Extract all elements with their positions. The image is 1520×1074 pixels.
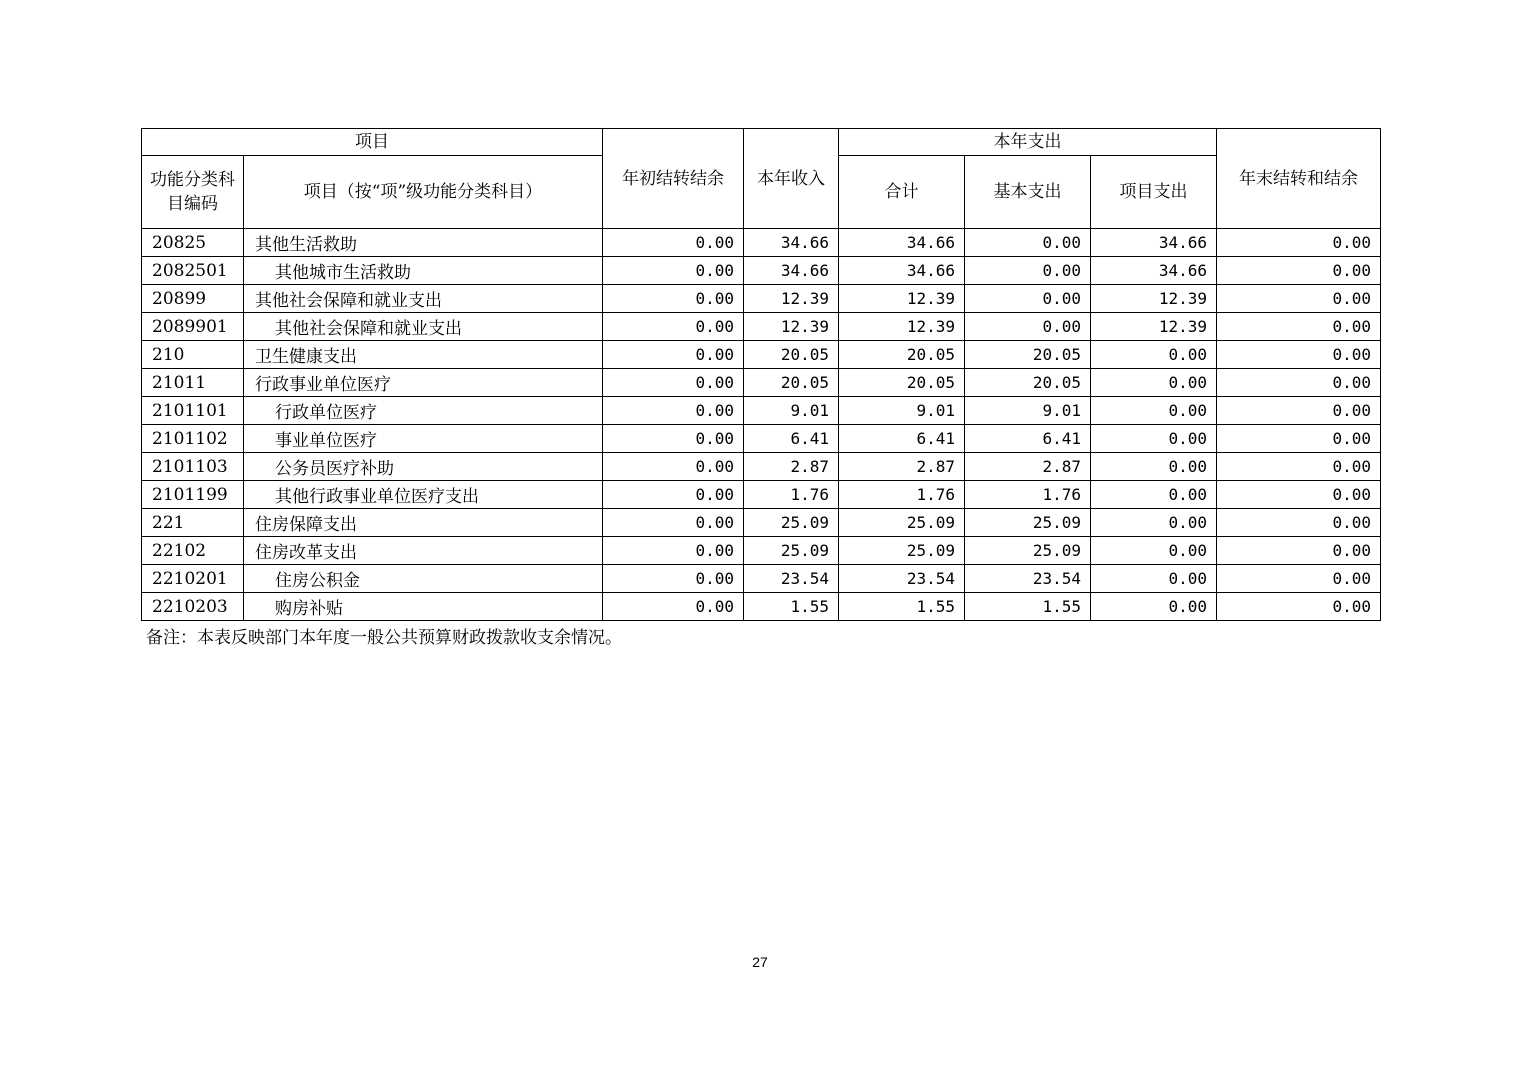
cell-code: 2210203	[142, 593, 244, 621]
cell-name: 住房改革支出	[244, 537, 603, 565]
cell-begin-balance: 0.00	[603, 425, 744, 453]
cell-total: 34.66	[839, 257, 965, 285]
cell-income: 2.87	[744, 453, 839, 481]
header-end-balance: 年末结转和结余	[1217, 129, 1381, 229]
header-item: 项目	[142, 129, 603, 156]
cell-code: 210	[142, 341, 244, 369]
cell-basic: 0.00	[965, 257, 1091, 285]
cell-name: 行政事业单位医疗	[244, 369, 603, 397]
cell-code: 21011	[142, 369, 244, 397]
cell-code: 20825	[142, 229, 244, 257]
cell-total: 9.01	[839, 397, 965, 425]
cell-end-balance: 0.00	[1217, 593, 1381, 621]
header-expense-group: 本年支出	[839, 129, 1217, 156]
cell-total: 1.55	[839, 593, 965, 621]
cell-end-balance: 0.00	[1217, 369, 1381, 397]
cell-income: 6.41	[744, 425, 839, 453]
cell-project: 12.39	[1091, 313, 1217, 341]
cell-income: 12.39	[744, 285, 839, 313]
cell-code: 2082501	[142, 257, 244, 285]
cell-basic: 0.00	[965, 313, 1091, 341]
table-row	[142, 313, 1381, 341]
cell-total: 25.09	[839, 509, 965, 537]
cell-basic: 25.09	[965, 509, 1091, 537]
cell-total: 25.09	[839, 537, 965, 565]
cell-end-balance: 0.00	[1217, 229, 1381, 257]
cell-code: 2101103	[142, 453, 244, 481]
cell-income: 1.76	[744, 481, 839, 509]
cell-basic: 23.54	[965, 565, 1091, 593]
table-row	[142, 425, 1381, 453]
header-begin-balance: 年初结转结余	[603, 129, 744, 229]
cell-project: 0.00	[1091, 341, 1217, 369]
cell-name: 住房保障支出	[244, 509, 603, 537]
header-income: 本年收入	[744, 129, 839, 229]
cell-end-balance: 0.00	[1217, 509, 1381, 537]
cell-begin-balance: 0.00	[603, 509, 744, 537]
cell-name: 其他生活救助	[244, 229, 603, 257]
cell-code: 221	[142, 509, 244, 537]
cell-name: 卫生健康支出	[244, 341, 603, 369]
table-row	[142, 341, 1381, 369]
cell-total: 20.05	[839, 341, 965, 369]
table-row	[142, 481, 1381, 509]
cell-begin-balance: 0.00	[603, 285, 744, 313]
page-number: 27	[752, 954, 768, 970]
cell-end-balance: 0.00	[1217, 537, 1381, 565]
cell-income: 25.09	[744, 509, 839, 537]
cell-basic: 0.00	[965, 285, 1091, 313]
cell-begin-balance: 0.00	[603, 593, 744, 621]
cell-begin-balance: 0.00	[603, 453, 744, 481]
cell-begin-balance: 0.00	[603, 257, 744, 285]
cell-name: 公务员医疗补助	[244, 453, 603, 481]
cell-project: 0.00	[1091, 425, 1217, 453]
cell-total: 34.66	[839, 229, 965, 257]
cell-end-balance: 0.00	[1217, 481, 1381, 509]
cell-code: 2101101	[142, 397, 244, 425]
cell-begin-balance: 0.00	[603, 537, 744, 565]
cell-income: 9.01	[744, 397, 839, 425]
cell-project: 0.00	[1091, 537, 1217, 565]
cell-code: 22102	[142, 537, 244, 565]
cell-end-balance: 0.00	[1217, 453, 1381, 481]
cell-income: 1.55	[744, 593, 839, 621]
table-row	[142, 509, 1381, 537]
cell-project: 0.00	[1091, 453, 1217, 481]
cell-code: 2089901	[142, 313, 244, 341]
cell-project: 34.66	[1091, 229, 1217, 257]
table-row	[142, 229, 1381, 257]
cell-name: 住房公积金	[244, 565, 603, 593]
cell-total: 12.39	[839, 285, 965, 313]
cell-name: 购房补贴	[244, 593, 603, 621]
header-code: 功能分类科目编码	[142, 156, 244, 229]
cell-code: 2101199	[142, 481, 244, 509]
cell-basic: 20.05	[965, 341, 1091, 369]
cell-basic: 6.41	[965, 425, 1091, 453]
cell-name: 其他城市生活救助	[244, 257, 603, 285]
cell-end-balance: 0.00	[1217, 397, 1381, 425]
cell-income: 20.05	[744, 369, 839, 397]
cell-name: 行政单位医疗	[244, 397, 603, 425]
cell-code: 2210201	[142, 565, 244, 593]
cell-end-balance: 0.00	[1217, 425, 1381, 453]
cell-income: 12.39	[744, 313, 839, 341]
cell-begin-balance: 0.00	[603, 341, 744, 369]
cell-total: 1.76	[839, 481, 965, 509]
cell-name: 其他社会保障和就业支出	[244, 313, 603, 341]
cell-basic: 20.05	[965, 369, 1091, 397]
cell-income: 25.09	[744, 537, 839, 565]
cell-end-balance: 0.00	[1217, 257, 1381, 285]
cell-income: 34.66	[744, 257, 839, 285]
cell-project: 0.00	[1091, 509, 1217, 537]
cell-project: 34.66	[1091, 257, 1217, 285]
cell-begin-balance: 0.00	[603, 229, 744, 257]
table-row	[142, 565, 1381, 593]
cell-project: 0.00	[1091, 369, 1217, 397]
table-row	[142, 369, 1381, 397]
cell-income: 34.66	[744, 229, 839, 257]
table-row	[142, 257, 1381, 285]
cell-basic: 0.00	[965, 229, 1091, 257]
cell-total: 6.41	[839, 425, 965, 453]
header-total: 合计	[839, 156, 965, 229]
cell-code: 20899	[142, 285, 244, 313]
table-body	[142, 229, 1381, 621]
cell-total: 12.39	[839, 313, 965, 341]
cell-income: 20.05	[744, 341, 839, 369]
cell-project: 0.00	[1091, 397, 1217, 425]
cell-end-balance: 0.00	[1217, 313, 1381, 341]
table-row	[142, 537, 1381, 565]
cell-project: 12.39	[1091, 285, 1217, 313]
cell-end-balance: 0.00	[1217, 565, 1381, 593]
table-row	[142, 397, 1381, 425]
cell-basic: 25.09	[965, 537, 1091, 565]
cell-name: 其他社会保障和就业支出	[244, 285, 603, 313]
header-project: 项目支出	[1091, 156, 1217, 229]
cell-name: 事业单位医疗	[244, 425, 603, 453]
cell-begin-balance: 0.00	[603, 565, 744, 593]
cell-begin-balance: 0.00	[603, 481, 744, 509]
cell-code: 2101102	[142, 425, 244, 453]
table-row	[142, 453, 1381, 481]
cell-project: 0.00	[1091, 565, 1217, 593]
header-name: 项目（按“项”级功能分类科目）	[244, 156, 603, 229]
cell-basic: 1.76	[965, 481, 1091, 509]
cell-begin-balance: 0.00	[603, 369, 744, 397]
table-note: 备注：本表反映部门本年度一般公共预算财政拨款收支余情况。	[146, 628, 622, 648]
cell-basic: 9.01	[965, 397, 1091, 425]
cell-total: 23.54	[839, 565, 965, 593]
header-basic: 基本支出	[965, 156, 1091, 229]
cell-end-balance: 0.00	[1217, 285, 1381, 313]
cell-project: 0.00	[1091, 481, 1217, 509]
table-header	[142, 129, 1381, 229]
cell-basic: 2.87	[965, 453, 1091, 481]
cell-begin-balance: 0.00	[603, 397, 744, 425]
cell-total: 2.87	[839, 453, 965, 481]
budget-table	[141, 128, 1381, 621]
cell-begin-balance: 0.00	[603, 313, 744, 341]
cell-project: 0.00	[1091, 593, 1217, 621]
cell-total: 20.05	[839, 369, 965, 397]
table-row	[142, 593, 1381, 621]
cell-end-balance: 0.00	[1217, 341, 1381, 369]
table-row	[142, 285, 1381, 313]
cell-income: 23.54	[744, 565, 839, 593]
cell-name: 其他行政事业单位医疗支出	[244, 481, 603, 509]
cell-basic: 1.55	[965, 593, 1091, 621]
